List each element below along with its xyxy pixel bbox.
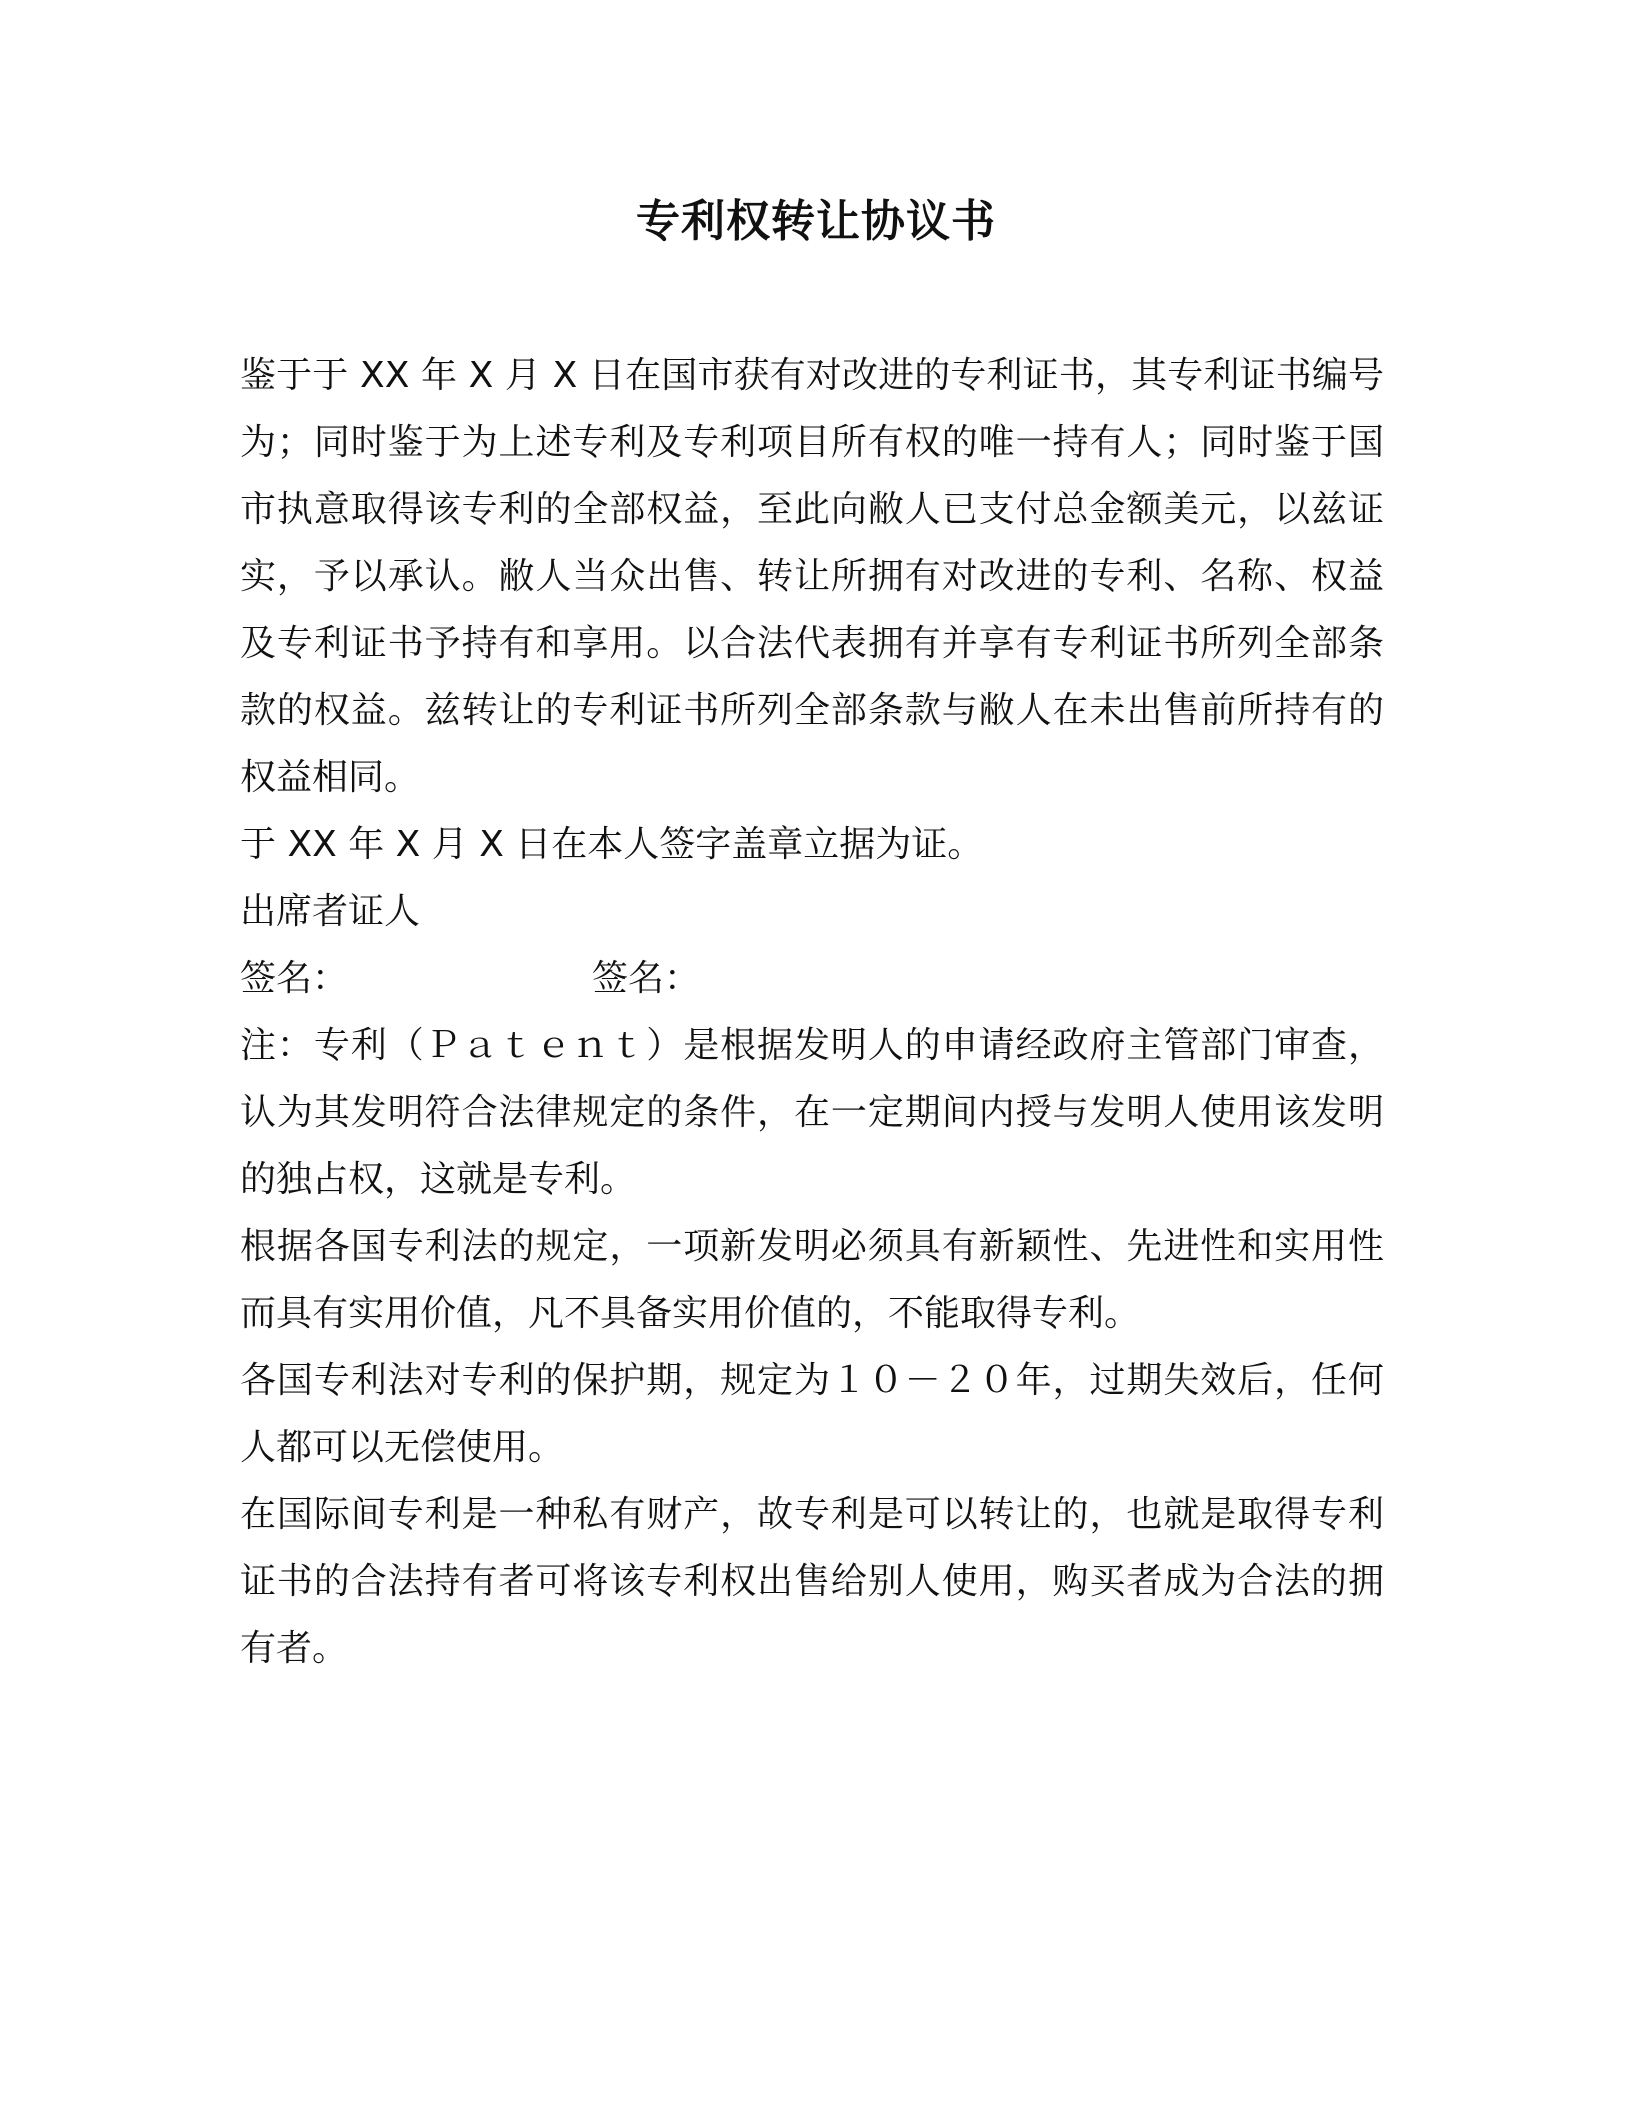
- note-paragraph-requirements: 根据各国专利法的规定，一项新发明必须具有新颖性、先进性和实用性而具有实用价值，凡不具备实用价值的，不能取得专利。: [240, 1226, 1384, 1334]
- note-paragraph-transfer: 在国际间专利是一种私有财产，故专利是可以转让的，也就是取得专利证书的合法持有者可将该专利权出售给别人使用，购买者成为合法的拥有者。: [240, 1494, 1384, 1669]
- paragraph-recital: 鉴于于 XX 年 X 月 X 日在国市获有对改进的专利证书，其专利证书编号为；同时鉴于为上述专利及专利项目所有权的唯一持有人；同时鉴于国市执意取得该专利的全部权益，至此向敝人已支付总金额美元，以兹证实，予以承认。敝人当众出售、转让所拥有对改进的专利、名称、权益及专利证书予持有和享用。以合法代表拥有并享有专利证书所列全部条款的权益。兹转让的专利证书所列全部条款与敝人在未出售前所持有的权益相同。: [240, 355, 1384, 798]
- note-paragraph-definition: 注：专利（Ｐａｔｅｎｔ）是根据发明人的申请经政府主管部门审查，认为其发明符合法律规定的条件，在一定期间内授与发明人使用该发明的独占权，这就是专利。: [240, 1025, 1384, 1200]
- note-paragraph-term: 各国专利法对专利的保护期，规定为１０－２０年，过期失效后，任何人都可以无偿使用。: [240, 1360, 1384, 1468]
- signature-label-left: 签名：: [240, 958, 349, 999]
- signature-label-right: 签名：: [592, 958, 701, 999]
- paragraph-witness: 出席者证人: [240, 891, 421, 932]
- document-body: [240, 342, 1384, 1682]
- document-title: 专利权转让协议书: [636, 196, 996, 247]
- paragraph-date-statement: 于 XX 年 X 月 X 日在本人签字盖章立据为证。: [240, 824, 984, 865]
- signature-row: [240, 945, 1384, 1012]
